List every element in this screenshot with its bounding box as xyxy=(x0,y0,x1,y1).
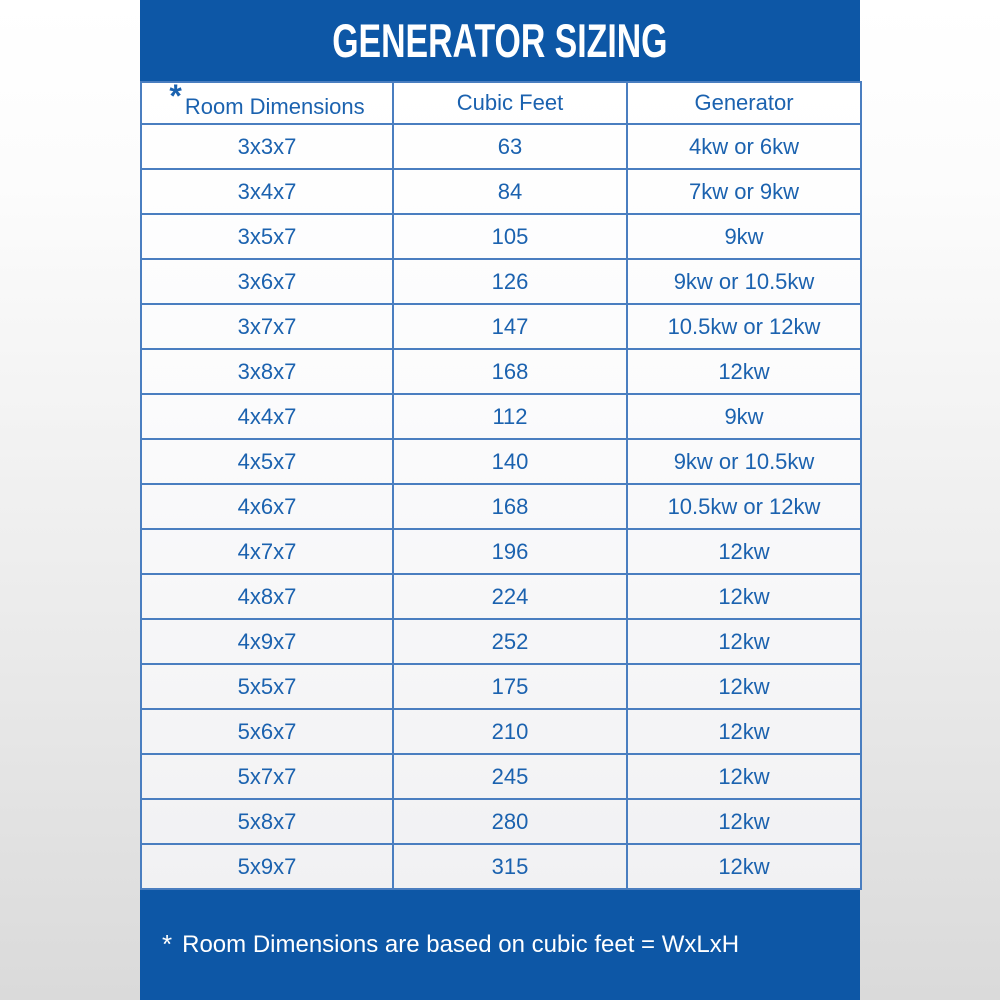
room-dimensions-cell: 4x5x7 xyxy=(141,439,393,484)
room-dimensions-cell: 4x7x7 xyxy=(141,529,393,574)
cubic-feet-cell: 126 xyxy=(393,259,627,304)
table-row xyxy=(141,439,861,484)
cubic-feet-cell: 224 xyxy=(393,574,627,619)
table-row xyxy=(141,304,861,349)
footnote-text: Room Dimensions are based on cubic feet = WxLxH xyxy=(182,931,740,958)
room-dimensions-cell: 4x4x7 xyxy=(141,394,393,439)
room-dimensions-cell: 3x5x7 xyxy=(141,214,393,259)
room-dimensions-cell: 4x8x7 xyxy=(141,574,393,619)
table-row xyxy=(141,754,861,799)
generator-cell: 7kw or 9kw xyxy=(627,169,861,214)
cubic-feet-cell: 168 xyxy=(393,484,627,529)
generator-cell: 12kw xyxy=(627,754,861,799)
table-row xyxy=(141,484,861,529)
generator-cell: 9kw or 10.5kw xyxy=(627,439,861,484)
room-dimensions-cell: 5x9x7 xyxy=(141,844,393,889)
generator-cell: 10.5kw or 12kw xyxy=(627,304,861,349)
cubic-feet-cell: 280 xyxy=(393,799,627,844)
room-dimensions-cell: 4x6x7 xyxy=(141,484,393,529)
room-dimensions-cell: 5x6x7 xyxy=(141,709,393,754)
cubic-feet-cell: 245 xyxy=(393,754,627,799)
room-dimensions-cell: 3x4x7 xyxy=(141,169,393,214)
generator-cell: 9kw xyxy=(627,394,861,439)
column-header-cubic-feet: Cubic Feet xyxy=(393,82,627,124)
table-row xyxy=(141,529,861,574)
room-dimensions-cell: 3x7x7 xyxy=(141,304,393,349)
cubic-feet-cell: 84 xyxy=(393,169,627,214)
generator-sizing-panel xyxy=(140,0,860,1000)
cubic-feet-cell: 147 xyxy=(393,304,627,349)
table-row xyxy=(141,169,861,214)
sizing-table xyxy=(140,77,862,890)
table-row xyxy=(141,124,861,169)
asterisk-icon: * xyxy=(162,929,173,959)
generator-cell: 10.5kw or 12kw xyxy=(627,484,861,529)
table-row xyxy=(141,214,861,259)
footnote xyxy=(162,928,739,959)
column-header-room-dimensions xyxy=(141,77,393,124)
cubic-feet-cell: 168 xyxy=(393,349,627,394)
table-row xyxy=(141,574,861,619)
room-dimensions-cell: 5x8x7 xyxy=(141,799,393,844)
generator-cell: 12kw xyxy=(627,349,861,394)
table-row xyxy=(141,799,861,844)
table-row xyxy=(141,709,861,754)
header-row xyxy=(141,82,861,124)
table-row xyxy=(141,349,861,394)
room-dimensions-cell: 4x9x7 xyxy=(141,619,393,664)
page-title: GENERATOR SIZING xyxy=(332,14,668,67)
generator-cell: 12kw xyxy=(627,574,861,619)
room-dimensions-cell: 3x8x7 xyxy=(141,349,393,394)
cubic-feet-cell: 196 xyxy=(393,529,627,574)
column-header-generator: Generator xyxy=(627,82,861,124)
generator-cell: 12kw xyxy=(627,529,861,574)
cubic-feet-cell: 112 xyxy=(393,394,627,439)
table-header xyxy=(141,77,861,124)
generator-cell: 12kw xyxy=(627,619,861,664)
title-bar xyxy=(140,0,860,81)
asterisk-icon: * xyxy=(169,77,182,114)
generator-cell: 4kw or 6kw xyxy=(627,124,861,169)
table-row xyxy=(141,619,861,664)
room-dimensions-cell: 5x5x7 xyxy=(141,664,393,709)
cubic-feet-cell: 210 xyxy=(393,709,627,754)
cubic-feet-cell: 252 xyxy=(393,619,627,664)
table-row xyxy=(141,259,861,304)
generator-cell: 12kw xyxy=(627,799,861,844)
table-row xyxy=(141,394,861,439)
room-dimensions-cell: 3x3x7 xyxy=(141,124,393,169)
cubic-feet-cell: 140 xyxy=(393,439,627,484)
generator-cell: 12kw xyxy=(627,709,861,754)
column-header-room-dimensions-label: Room Dimensions xyxy=(184,93,365,119)
table-row xyxy=(141,844,861,889)
generator-cell: 12kw xyxy=(627,844,861,889)
cubic-feet-cell: 315 xyxy=(393,844,627,889)
room-dimensions-cell: 5x7x7 xyxy=(141,754,393,799)
table-body xyxy=(141,124,861,889)
table-row xyxy=(141,664,861,709)
generator-cell: 12kw xyxy=(627,664,861,709)
room-dimensions-cell: 3x6x7 xyxy=(141,259,393,304)
generator-cell: 9kw xyxy=(627,214,861,259)
cubic-feet-cell: 175 xyxy=(393,664,627,709)
generator-cell: 9kw or 10.5kw xyxy=(627,259,861,304)
cubic-feet-cell: 63 xyxy=(393,124,627,169)
cubic-feet-cell: 105 xyxy=(393,214,627,259)
